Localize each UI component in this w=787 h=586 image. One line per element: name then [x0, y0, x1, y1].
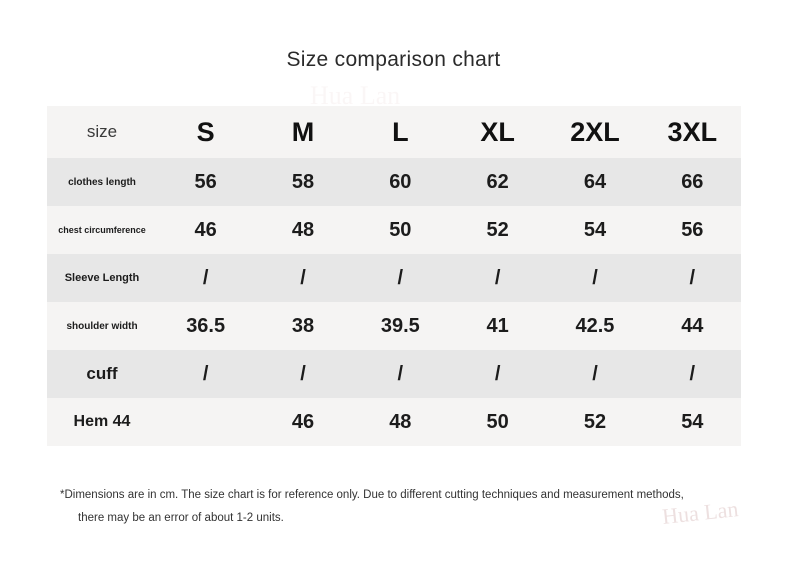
- cell-hem-m: 46: [254, 398, 351, 446]
- header-cell-size: size: [47, 106, 157, 158]
- svg-text:Hua Lan: Hua Lan: [661, 496, 740, 529]
- cell-cuff-m: /: [254, 350, 351, 398]
- cell-shoulder-xl: 41: [449, 302, 546, 350]
- disclaimer-line-2: there may be an error of about 1-2 units.: [78, 512, 284, 524]
- cell-sleeve-m: /: [254, 254, 351, 302]
- header-cell-s: S: [157, 106, 254, 158]
- size-table: [47, 106, 741, 446]
- table-row: [47, 158, 741, 206]
- table-row: [47, 206, 741, 254]
- cell-shoulder-2xl: 42.5: [546, 302, 643, 350]
- cell-chest-2xl: 54: [546, 206, 643, 254]
- cell-cuff-l: /: [352, 350, 449, 398]
- table-row: [47, 302, 741, 350]
- table-row: [47, 398, 741, 446]
- table-header-row: [47, 106, 741, 158]
- disclaimer-line-1: *Dimensions are in cm. The size chart is for reference only. Due to different cutting techniques and measurement methods,: [60, 489, 684, 501]
- cell-chest-l: 50: [352, 206, 449, 254]
- cell-chest-s: 46: [157, 206, 254, 254]
- row-label-chest-circumference: chest circumference: [47, 206, 157, 254]
- row-label-sleeve-length: Sleeve Length: [47, 254, 157, 302]
- cell-shoulder-m: 38: [254, 302, 351, 350]
- cell-shoulder-s: 36.5: [157, 302, 254, 350]
- row-label-shoulder-width: shoulder width: [47, 302, 157, 350]
- row-label-clothes-length: clothes length: [47, 158, 157, 206]
- cell-hem-3xl: 54: [644, 398, 741, 446]
- cell-sleeve-xl: /: [449, 254, 546, 302]
- cell-sleeve-2xl: /: [546, 254, 643, 302]
- row-label-cuff: cuff: [47, 350, 157, 398]
- cell-cuff-xl: /: [449, 350, 546, 398]
- header-cell-3xl: 3XL: [644, 106, 741, 158]
- cell-hem-xl: 50: [449, 398, 546, 446]
- cell-shoulder-l: 39.5: [352, 302, 449, 350]
- header-cell-l: L: [352, 106, 449, 158]
- size-table-container: [47, 106, 741, 446]
- svg-text:Hua Lan: Hua Lan: [310, 81, 401, 110]
- cell-sleeve-l: /: [352, 254, 449, 302]
- cell-cuff-2xl: /: [546, 350, 643, 398]
- cell-cuff-3xl: /: [644, 350, 741, 398]
- cell-clothes-length-m: 58: [254, 158, 351, 206]
- cell-shoulder-3xl: 44: [644, 302, 741, 350]
- cell-chest-xl: 52: [449, 206, 546, 254]
- cell-sleeve-s: /: [157, 254, 254, 302]
- cell-clothes-length-2xl: 64: [546, 158, 643, 206]
- cell-clothes-length-xl: 62: [449, 158, 546, 206]
- table-row: [47, 350, 741, 398]
- cell-cuff-s: /: [157, 350, 254, 398]
- disclaimer-note: [0, 484, 787, 530]
- row-label-hem: Hem 44: [47, 398, 157, 446]
- header-cell-m: M: [254, 106, 351, 158]
- cell-chest-3xl: 56: [644, 206, 741, 254]
- page-title: Size comparison chart: [286, 48, 501, 71]
- header-cell-xl: XL: [449, 106, 546, 158]
- cell-clothes-length-3xl: 66: [644, 158, 741, 206]
- cell-chest-m: 48: [254, 206, 351, 254]
- cell-clothes-length-l: 60: [352, 158, 449, 206]
- cell-hem-s: [157, 398, 254, 446]
- table-row: [47, 254, 741, 302]
- cell-clothes-length-s: 56: [157, 158, 254, 206]
- cell-sleeve-3xl: /: [644, 254, 741, 302]
- cell-hem-2xl: 52: [546, 398, 643, 446]
- cell-hem-l: 48: [352, 398, 449, 446]
- header-cell-2xl: 2XL: [546, 106, 643, 158]
